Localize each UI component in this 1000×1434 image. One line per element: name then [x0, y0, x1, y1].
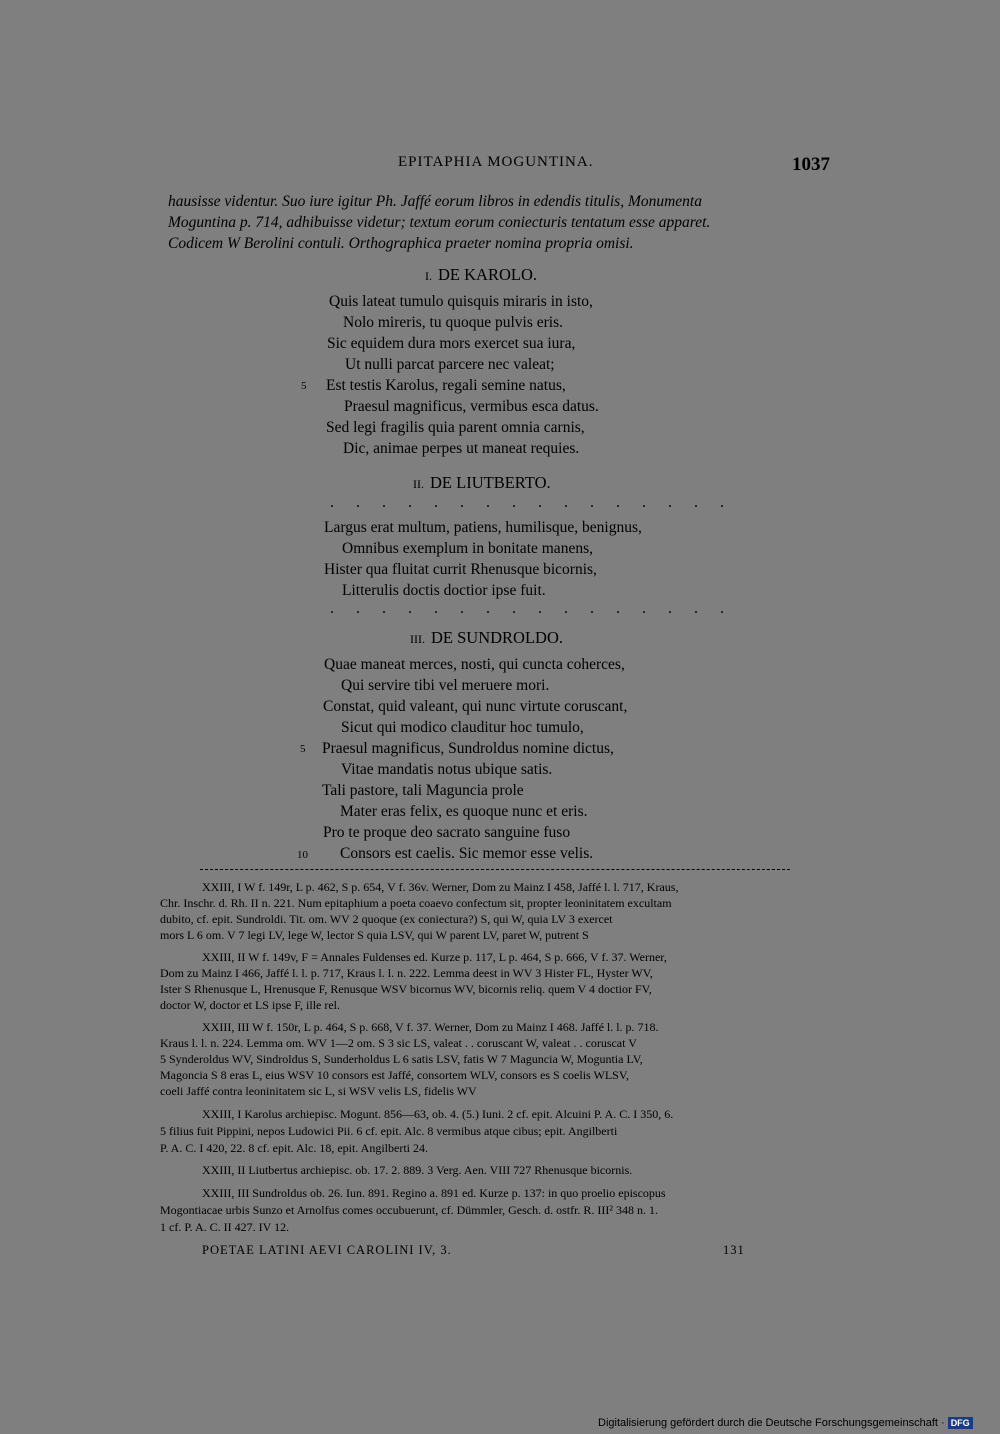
intro-line-3: Codicem W Berolini contuli. Orthographica praeter nomina propria omisi.	[168, 235, 634, 252]
commentary-line: 1 cf. P. A. C. II 427. IV 12.	[160, 1220, 290, 1234]
apparatus-line: Kraus l. l. n. 224. Lemma om. WV 1—2 om. S 3 sic LS, valeat . . coruscant W, valeat . . coruscat V	[160, 1036, 637, 1050]
verse-line: Constat, quid valeant, qui nunc virtute coruscant,	[323, 698, 628, 715]
commentary-line: XXIII, I Karolus archiepisc. Mogunt. 856—63, ob. 4. (5.) Iuni. 2 cf. epit. Alcuini P. A. C. I 350, 6.	[202, 1107, 674, 1121]
apparatus-line: XXIII, III W f. 150r, L p. 464, S p. 668, V f. 37. Werner, Dom zu Mainz I 468. Jaffé l. l. p. 718.	[202, 1020, 659, 1034]
signature-mark: 131	[723, 1243, 745, 1257]
verse-line: Ut nulli parcat parcere nec valeat;	[345, 356, 555, 373]
apparatus-line: doctor W, doctor et LS ipse F, ille rel.	[160, 998, 341, 1012]
poem-roman-numeral: I.	[425, 269, 432, 283]
verse-line: Pro te proque deo sacrato sanguine fuso	[323, 824, 571, 841]
apparatus-line: Chr. Inschr. d. Rh. II n. 221. Num epitaphium a poeta coaevo confectum sit, propter leoninitatem excultam	[160, 896, 672, 910]
verse-line: Sicut qui modico clauditur hoc tumulo,	[341, 719, 584, 736]
verse-line: Quae maneat merces, nosti, qui cuncta coherces,	[324, 656, 625, 673]
verse-line: Praesul magnificus, Sundroldus nomine dictus,	[322, 740, 614, 757]
verse-line: Largus erat multum, patiens, humilisque, benignus,	[324, 519, 642, 536]
verse-line: Nolo mireris, tu quoque pulvis eris.	[343, 314, 563, 331]
digitization-text: Digitalisierung gefördert durch die Deutsche Forschungsgemeinschaft ·	[598, 1417, 945, 1429]
verse-line: Dic, animae perpes ut maneat requies.	[343, 440, 580, 457]
verse-line: Est testis Karolus, regali semine natus,	[326, 377, 566, 394]
verse-line: Qui servire tibi vel meruere mori.	[341, 677, 550, 694]
apparatus-line: Dom zu Mainz I 466, Jaffé l. l. p. 717, Kraus l. l. n. 222. Lemma deest in WV 3 Hister FL, Hyster WV,	[160, 966, 653, 980]
poem-title-text: DE SUNDROLDO.	[431, 628, 563, 647]
verse-line: Sic equidem dura mors exercet sua iura,	[327, 335, 576, 352]
poem-title-text: DE KAROLO.	[438, 265, 537, 284]
commentary-line: XXIII, II Liutbertus archiepisc. ob. 17. 2. 889. 3 Verg. Aen. VIII 727 Rhenusque bicornis.	[202, 1163, 633, 1177]
verse-line: Sed legi fragilis quia parent omnia carnis,	[326, 419, 585, 436]
poem-roman-numeral: II.	[413, 477, 424, 491]
apparatus-line: XXIII, I W f. 149r, L p. 462, S p. 654, V f. 36v. Werner, Dom zu Mainz I 458, Jaffé l. l. 717, Kraus,	[202, 880, 679, 894]
commentary-line: XXIII, III Sundroldus ob. 26. Iun. 891. Regino a. 891 ed. Kurze p. 137: in quo proelio episcopus	[202, 1186, 666, 1200]
apparatus-line: Ister S Rhenusque L, Hrenusque F, Renusque WSV bicornus WV, bicornis reliq. quem V 4 doctior FV,	[160, 982, 652, 996]
apparatus-rule	[200, 869, 790, 870]
apparatus-line: 5 Synderoldus WV, Sindroldus S, Sunderholdus L 6 satis LSV, fatis W 7 Maguncia W, Moguntia LV,	[160, 1052, 643, 1066]
dfg-logo: DFG	[948, 1417, 973, 1429]
commentary-line: Mogontiacae urbis Sunzo et Arnolfus comes occubuerunt, cf. Dümmler, Gesch. d. ostfr. R. III² 348 n. 1.	[160, 1203, 659, 1217]
digitization-credit[interactable]	[598, 1417, 973, 1429]
intro-line-2: Moguntina p. 714, adhibuisse videtur; textum eorum coniecturis tentatum esse apparet.	[168, 214, 711, 231]
line-number: 5	[300, 743, 306, 755]
verse-line: Consors est caelis. Sic memor esse velis.	[340, 845, 594, 862]
apparatus-line: coeli Jaffé contra leoninitatem sic L, si WSV velis LS, fidelis WV	[160, 1084, 477, 1098]
verse-line: Omnibus exemplum in bonitate manens,	[342, 540, 593, 557]
intro-line-1: hausisse videntur. Suo iure igitur Ph. Jaffé eorum libros in edendis titulis, Monumenta	[168, 193, 702, 210]
verse-line: Vitae mandatis notus ubique satis.	[341, 761, 553, 778]
line-number: 10	[297, 849, 308, 861]
verse-line: Tali pastore, tali Maguncia prole	[322, 782, 524, 799]
verse-line: Quis lateat tumulo quisquis miraris in isto,	[329, 293, 593, 310]
apparatus-line: mors L 6 om. V 7 legi LV, lege W, lector S quia LSV, qui W parent LV, paret W, putrent S	[160, 928, 589, 942]
lacuna-dots: . . . . . . . . . . . . . . . .	[330, 494, 733, 511]
apparatus-line: Magoncia S 8 eras L, eius WSV 10 consors est Jaffé, consortem WLV, consors es S coelis WLSV,	[160, 1068, 629, 1082]
poem-roman-numeral: III.	[410, 632, 425, 646]
commentary-line: P. A. C. I 420, 22. 8 cf. epit. Alc. 18, epit. Angilberti 24.	[160, 1141, 428, 1155]
poem-title-sundroldo	[410, 628, 563, 648]
lacuna-dots: . . . . . . . . . . . . . . . .	[330, 600, 733, 617]
verse-line: Hister qua fluitat currit Rhenusque bicornis,	[324, 561, 597, 578]
commentary-line: 5 filius fuit Pippini, nepos Ludowici Pii. 6 cf. epit. Alc. 8 vermibus atque cibus; epit. Angilberti	[160, 1124, 618, 1138]
poem-title-liutberto	[413, 473, 551, 493]
line-number: 5	[301, 380, 307, 392]
verse-line: Mater eras felix, es quoque nunc et eris.	[340, 803, 588, 820]
verse-line: Litterulis doctis doctior ipse fuit.	[342, 582, 546, 599]
page-number: 1037	[792, 154, 830, 175]
poem-title-text: DE LIUTBERTO.	[430, 473, 551, 492]
verse-line: Praesul magnificus, vermibus esca datus.	[344, 398, 599, 415]
series-footer: POETAE LATINI AEVI CAROLINI IV, 3.	[202, 1243, 452, 1257]
poem-title-karolo	[425, 265, 537, 285]
apparatus-line: XXIII, II W f. 149v, F = Annales Fuldenses ed. Kurze p. 117, L p. 464, S p. 666, V f. 37. Werner,	[202, 950, 667, 964]
running-title: EPITAPHIA MOGUNTINA.	[398, 154, 594, 170]
apparatus-line: dubito, cf. epit. Sundroldi. Tit. om. WV 2 quoque (ex coniectura?) S, qui W, quia LV 3 exercet	[160, 912, 613, 926]
